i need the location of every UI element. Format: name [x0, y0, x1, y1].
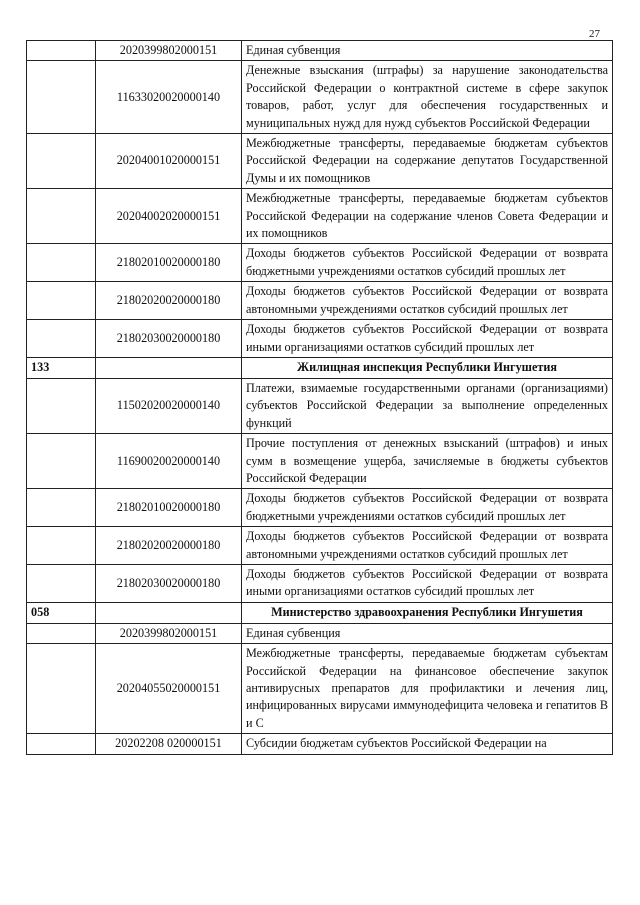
empty-code-cell — [96, 357, 242, 378]
table-row — [27, 189, 613, 244]
revenue-description: Доходы бюджетов субъектов Российской Федерации от возврата бюджетными учреждениями остатков субсидий прошлых лет — [242, 489, 613, 527]
page-number: 27 — [589, 28, 600, 40]
revenue-code: 20204002020000151 — [96, 189, 242, 244]
table-row — [27, 527, 613, 565]
organization-title: Жилищная инспекция Республики Ингушетия — [242, 357, 613, 378]
table-row — [27, 564, 613, 602]
revenue-description: Платежи, взимаемые государственными органами (организациями) субъектов Российской Федерации за выполнение определенных функций — [242, 378, 613, 433]
revenue-description: Доходы бюджетов субъектов Российской Федерации от возврата иными организациями остатков субсидий прошлых лет — [242, 320, 613, 358]
revenue-code: 2020399802000151 — [96, 41, 242, 61]
empty-org-cell — [27, 564, 96, 602]
table-row — [27, 61, 613, 134]
table-row — [27, 378, 613, 433]
organization-code: 133 — [27, 357, 96, 378]
organization-header-row — [27, 602, 613, 623]
revenue-code: 21802010020000180 — [96, 244, 242, 282]
revenue-code: 11633020020000140 — [96, 61, 242, 134]
table-row — [27, 41, 613, 61]
empty-org-cell — [27, 320, 96, 358]
revenue-description: Прочие поступления от денежных взысканий (штрафов) и иных сумм в возмещение ущерба, зачисляемые в бюджеты субъектов Российской Федерации — [242, 434, 613, 489]
table-row — [27, 734, 613, 754]
revenue-description: Денежные взыскания (штрафы) за нарушение законодательства Российской Федерации о контрактной системе в сфере закупок товаров, работ, услуг для обеспечения государственных и муниципальных нужд для нужд субъектов Российской Федерации — [242, 61, 613, 134]
revenue-code: 20202208 020000151 — [96, 734, 242, 754]
revenue-code: 20204055020000151 — [96, 644, 242, 734]
revenue-code: 20204001020000151 — [96, 134, 242, 189]
revenue-code: 21802010020000180 — [96, 489, 242, 527]
table-row — [27, 623, 613, 643]
empty-org-cell — [27, 378, 96, 433]
empty-org-cell — [27, 489, 96, 527]
organization-code: 058 — [27, 602, 96, 623]
organization-title: Министерство здравоохранения Республики Ингушетия — [242, 602, 613, 623]
revenue-code: 2020399802000151 — [96, 623, 242, 643]
budget-classification-table — [26, 40, 613, 755]
empty-org-cell — [27, 434, 96, 489]
empty-org-cell — [27, 134, 96, 189]
table-row — [27, 434, 613, 489]
table-row — [27, 244, 613, 282]
revenue-description: Единая субвенция — [242, 623, 613, 643]
revenue-description: Доходы бюджетов субъектов Российской Федерации от возврата автономными учреждениями остатков субсидий прошлых лет — [242, 527, 613, 565]
empty-org-cell — [27, 61, 96, 134]
table-row — [27, 134, 613, 189]
revenue-description: Единая субвенция — [242, 41, 613, 61]
empty-org-cell — [27, 41, 96, 61]
revenue-code: 21802030020000180 — [96, 320, 242, 358]
table-row — [27, 320, 613, 358]
revenue-code: 21802020020000180 — [96, 527, 242, 565]
table-row — [27, 489, 613, 527]
revenue-description: Субсидии бюджетам субъектов Российской Федерации на — [242, 734, 613, 754]
table-row — [27, 282, 613, 320]
revenue-description: Доходы бюджетов субъектов Российской Федерации от возврата иными организациями остатков субсидий прошлых лет — [242, 564, 613, 602]
empty-code-cell — [96, 602, 242, 623]
revenue-code: 11502020020000140 — [96, 378, 242, 433]
empty-org-cell — [27, 623, 96, 643]
empty-org-cell — [27, 644, 96, 734]
table-row — [27, 644, 613, 734]
revenue-description: Межбюджетные трансферты, передаваемые бюджетам субъектов Российской Федерации на содержание депутатов Государственной Думы и их помощников — [242, 134, 613, 189]
revenue-description: Доходы бюджетов субъектов Российской Федерации от возврата автономными учреждениями остатков субсидий прошлых лет — [242, 282, 613, 320]
revenue-code: 21802020020000180 — [96, 282, 242, 320]
empty-org-cell — [27, 189, 96, 244]
revenue-code: 21802030020000180 — [96, 564, 242, 602]
empty-org-cell — [27, 734, 96, 754]
empty-org-cell — [27, 244, 96, 282]
revenue-code: 11690020020000140 — [96, 434, 242, 489]
revenue-description: Доходы бюджетов субъектов Российской Федерации от возврата бюджетными учреждениями остатков субсидий прошлых лет — [242, 244, 613, 282]
empty-org-cell — [27, 527, 96, 565]
revenue-description: Межбюджетные трансферты, передаваемые бюджетам субъектов Российской Федерации на содержание членов Совета Федерации и их помощников — [242, 189, 613, 244]
empty-org-cell — [27, 282, 96, 320]
revenue-description: Межбюджетные трансферты, передаваемые бюджетам субъектам Российской Федерации на финансовое обеспечение закупок антивирусных препаратов для профилактики и лечения лиц, инфицированных вирусами иммунодефицита человека и гепатитов В и С — [242, 644, 613, 734]
organization-header-row — [27, 357, 613, 378]
